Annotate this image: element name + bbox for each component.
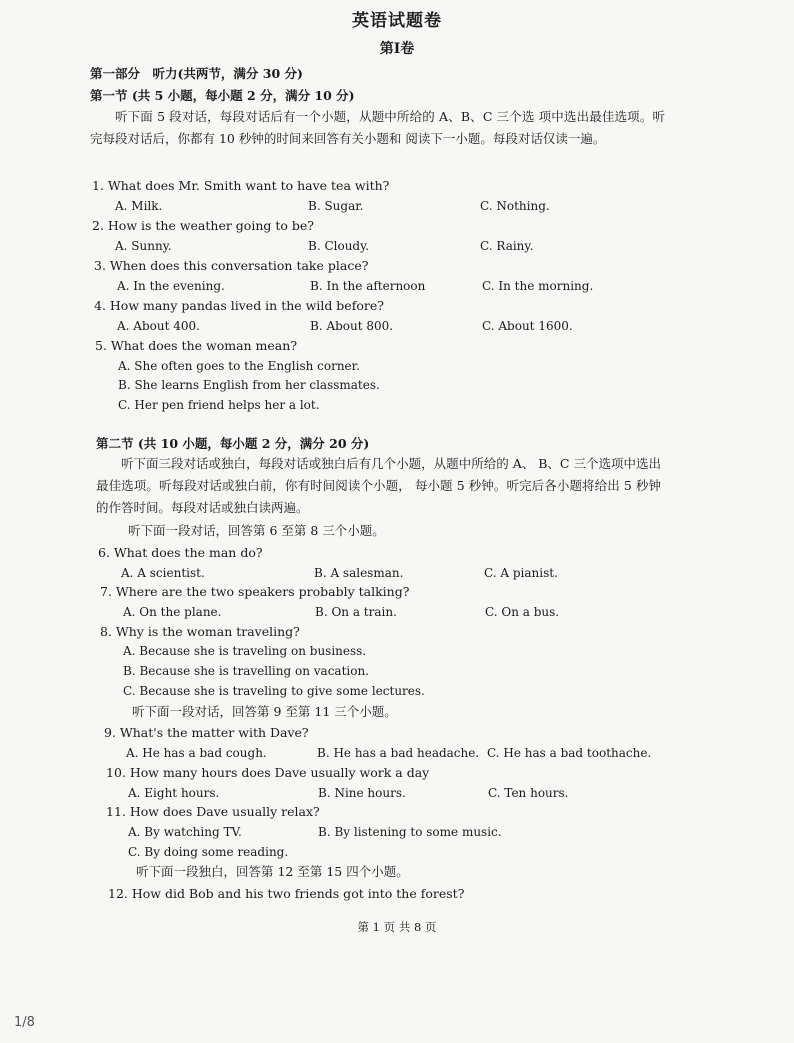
- option-b: B. In the afternoon: [310, 279, 426, 293]
- option-c: C. A pianist.: [484, 566, 558, 580]
- question-stem: 11. How does Dave usually relax?: [106, 804, 320, 819]
- section1-instructions: 听下面 5 段对话，每段对话后有一个小题，从题中所给的 A、B、C 三个选 项中选出最佳选项。听完每段对话后，你都有 10 秒钟的时间来回答有关小题和 阅读下一小题。每段对话仅读一遍。: [90, 109, 665, 146]
- page-footer: 第 1 页 共 8 页: [357, 920, 437, 934]
- question-stem: 7. Where are the two speakers probably talking?: [100, 584, 410, 599]
- option-b: B. A salesman.: [314, 566, 404, 580]
- option-c: C. He has a bad toothache.: [487, 746, 652, 760]
- option-b: B. By listening to some music.: [318, 825, 502, 839]
- option-c: C. About 1600.: [482, 319, 573, 333]
- option-a: A. She often goes to the English corner.: [118, 359, 360, 373]
- option-b: B. About 800.: [310, 319, 394, 333]
- question-stem: 12. How did Bob and his two friends got into the forest?: [108, 886, 465, 901]
- dialog-note: 听下面一段对话，回答第 6 至第 8 三个小题。: [128, 523, 385, 538]
- option-a: A. He has a bad cough.: [126, 746, 267, 760]
- question-stem: 6. What does the man do?: [98, 545, 263, 560]
- option-b: B. Nine hours.: [318, 786, 406, 800]
- option-c: C. By doing some reading.: [128, 845, 289, 859]
- option-c: C. On a bus.: [485, 605, 560, 619]
- option-a: A. Sunny.: [115, 239, 172, 253]
- option-a: A. About 400.: [117, 319, 200, 333]
- option-b: B. Because she is travelling on vacation.: [123, 664, 369, 678]
- dialog-note: 听下面一段独白，回答第 12 至第 15 四个小题。: [136, 864, 409, 879]
- option-c: C. Ten hours.: [488, 786, 569, 800]
- option-a: A. In the evening.: [117, 279, 225, 293]
- question-stem: 10. How many hours does Dave usually work a day: [106, 765, 430, 780]
- option-b: B. On a train.: [315, 605, 397, 619]
- option-a: A. Because she is traveling on business.: [123, 644, 367, 658]
- option-c: C. In the morning.: [482, 279, 594, 293]
- page-subtitle: 第Ⅰ卷: [379, 41, 415, 57]
- option-b: B. She learns English from her classmates.: [118, 378, 380, 392]
- question-stem: 4. How many pandas lived in the wild before?: [94, 298, 384, 313]
- option-c: C. Nothing.: [480, 199, 550, 213]
- option-b: B. Sugar.: [308, 199, 364, 213]
- page-title: 英语试题卷: [352, 11, 442, 31]
- page-indicator: 1/8: [14, 1015, 35, 1030]
- option-a: A. Milk.: [115, 199, 163, 213]
- section2-instructions: 听下面三段对话或独白，每段对话或独白后有几个小题，从题中所给的 A、 B、C 三个选项中选出最佳选项。听每段对话或独白前，你有时间阅读个小题， 每小题 5 秒钟。听完后各小题将给出 5 秒钟的作答时间。每段对话或独白读两遍。: [96, 456, 661, 515]
- option-c: C. Because she is traveling to give some lectures.: [123, 684, 425, 698]
- section2-heading: 第二节 (共 10 小题，每小题 2 分，满分 20 分): [96, 436, 370, 451]
- part-heading: 第一部分 听力(共两节，满分 30 分): [90, 66, 303, 81]
- question-stem: 3. When does this conversation take place?: [94, 258, 369, 273]
- question-stem: 8. Why is the woman traveling?: [100, 624, 300, 639]
- option-c: C. Her pen friend helps her a lot.: [118, 398, 320, 412]
- question-stem: 9. What's the matter with Dave?: [104, 725, 309, 740]
- option-b: B. Cloudy.: [308, 239, 370, 253]
- option-a: A. A scientist.: [121, 566, 205, 580]
- option-a: A. On the plane.: [123, 605, 222, 619]
- question-stem: 5. What does the woman mean?: [95, 338, 298, 353]
- option-c: C. Rainy.: [480, 239, 534, 253]
- dialog-note: 听下面一段对话，回答第 9 至第 11 三个小题。: [132, 704, 397, 719]
- option-b: B. He has a bad headache.: [317, 746, 480, 760]
- question-stem: 1. What does Mr. Smith want to have tea with?: [92, 178, 390, 193]
- option-a: A. By watching TV.: [128, 825, 242, 839]
- question-stem: 2. How is the weather going to be?: [92, 218, 314, 233]
- section1-heading: 第一节 (共 5 小题，每小题 2 分，满分 10 分): [90, 88, 355, 103]
- option-a: A. Eight hours.: [128, 786, 220, 800]
